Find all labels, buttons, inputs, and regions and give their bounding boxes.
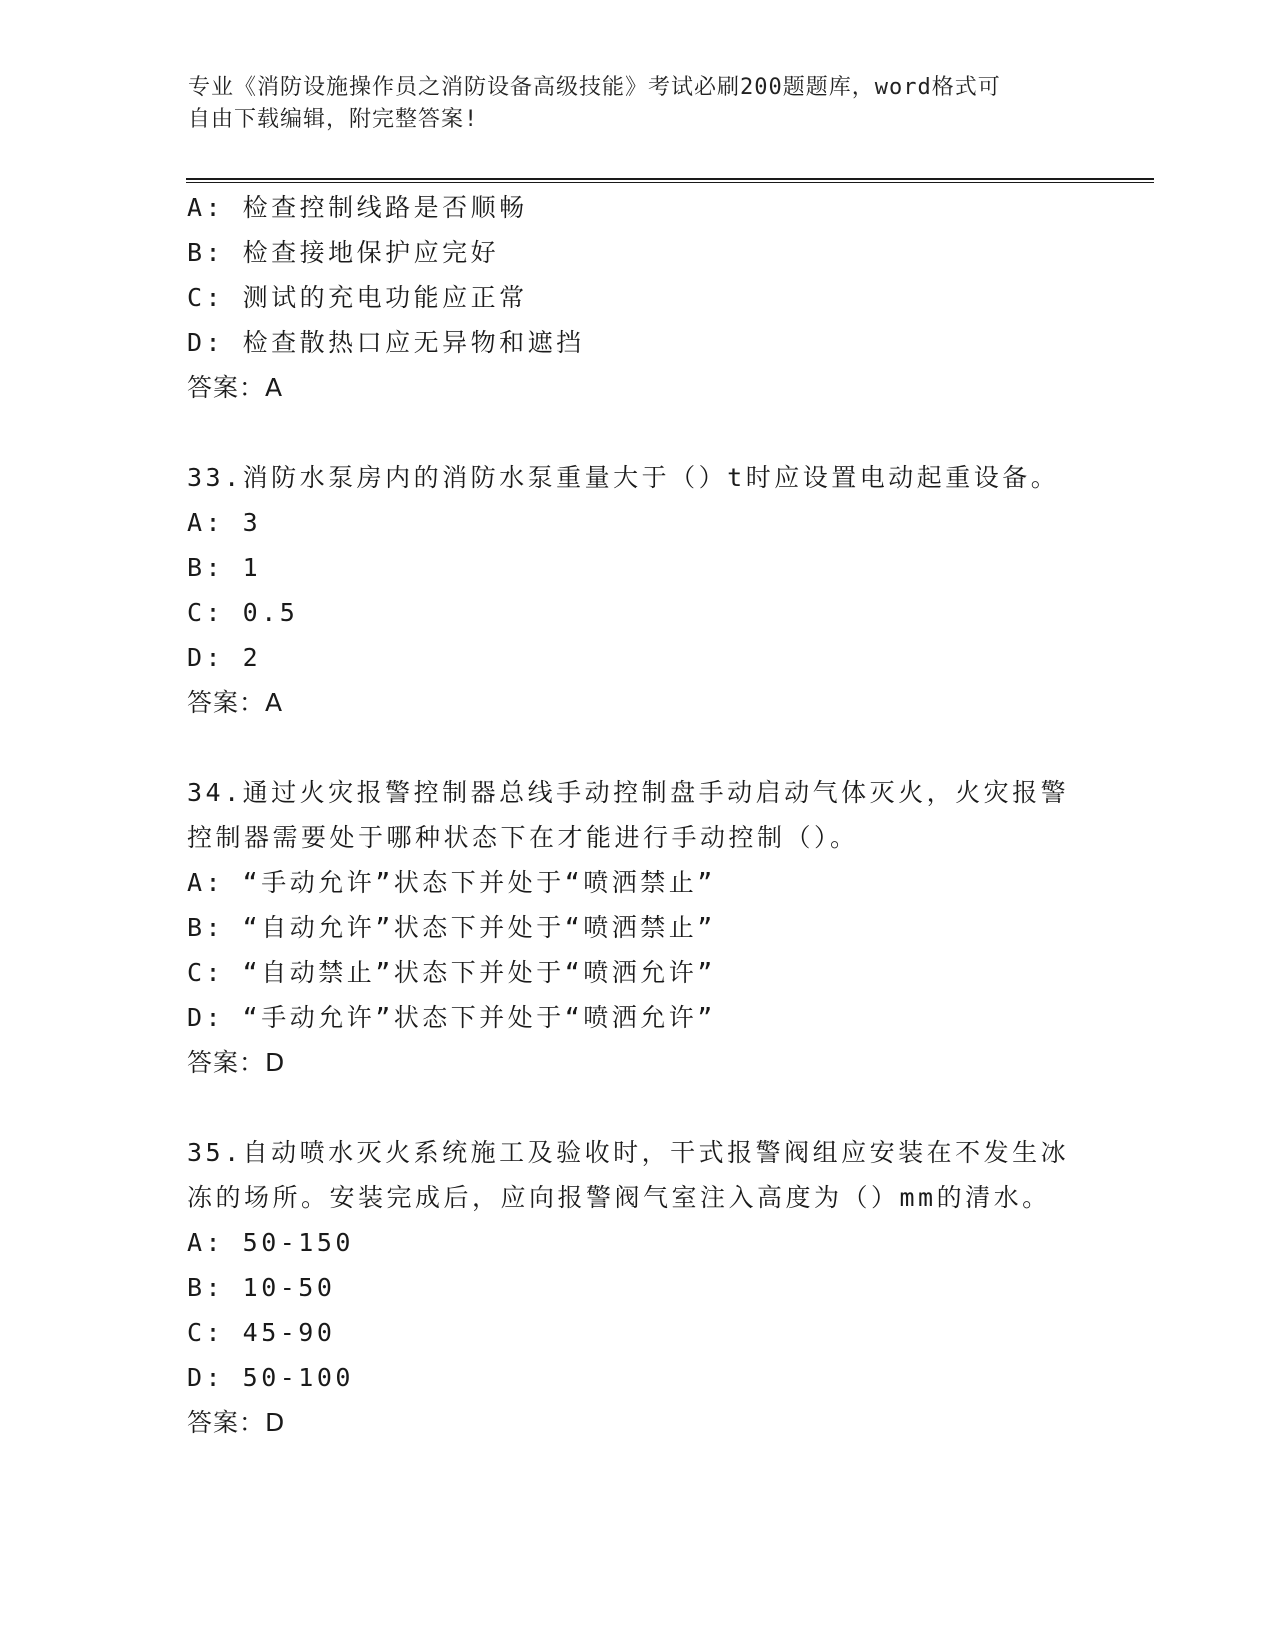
header-title-line-1: 专业《消防设施操作员之消防设备高级技能》考试必刷200题题库，word格式可 bbox=[188, 75, 1001, 100]
q33-option-a: A: 3 bbox=[187, 508, 262, 537]
q34-stem-line-1: 34.通过火灾报警控制器总线手动控制盘手动启动气体灭火，火灾报警 bbox=[187, 778, 1070, 807]
q34-option-c: C: “自动禁止”状态下并处于“喷洒允许” bbox=[187, 958, 716, 987]
q34-stem-line-2: 控制器需要处于哪种状态下在才能进行手动控制（）。 bbox=[187, 823, 859, 852]
q34-option-b: B: “自动允许”状态下并处于“喷洒禁止” bbox=[187, 913, 716, 942]
q35-option-b: B: 10-50 bbox=[187, 1273, 336, 1302]
q34-option-a: A: “手动允许”状态下并处于“喷洒禁止” bbox=[187, 868, 716, 897]
q33-option-d: D: 2 bbox=[187, 643, 262, 672]
header-divider bbox=[186, 178, 1154, 183]
q35-option-d: D: 50-100 bbox=[187, 1363, 354, 1392]
q35-stem-line-1: 35.自动喷水灭火系统施工及验收时，干式报警阀组应安装在不发生冰 bbox=[187, 1138, 1070, 1167]
q33-stem: 33.消防水泵房内的消防水泵重量大于（）t时应设置电动起重设备。 bbox=[187, 463, 1060, 492]
q35-answer: 答案：D bbox=[187, 1408, 286, 1437]
q34-answer: 答案：D bbox=[187, 1048, 286, 1077]
q32-option-a: A: 检查控制线路是否顺畅 bbox=[187, 193, 528, 222]
q33-option-c: C: 0.5 bbox=[187, 598, 299, 627]
q32-option-c: C: 测试的充电功能应正常 bbox=[187, 283, 528, 312]
q35-stem-line-2: 冻的场所。安装完成后，应向报警阀气室注入高度为（）mm的清水。 bbox=[187, 1183, 1051, 1212]
q33-answer: 答案：A bbox=[187, 688, 284, 717]
q32-answer: 答案：A bbox=[187, 373, 284, 402]
q34-option-d: D: “手动允许”状态下并处于“喷洒允许” bbox=[187, 1003, 716, 1032]
header-title-line-2: 自由下载编辑，附完整答案! bbox=[188, 107, 479, 132]
q35-option-a: A: 50-150 bbox=[187, 1228, 354, 1257]
q32-option-b: B: 检查接地保护应完好 bbox=[187, 238, 500, 267]
q32-option-d: D: 检查散热口应无异物和遮挡 bbox=[187, 328, 585, 357]
q33-option-b: B: 1 bbox=[187, 553, 262, 582]
q35-option-c: C: 45-90 bbox=[187, 1318, 336, 1347]
page-header bbox=[188, 72, 1088, 136]
